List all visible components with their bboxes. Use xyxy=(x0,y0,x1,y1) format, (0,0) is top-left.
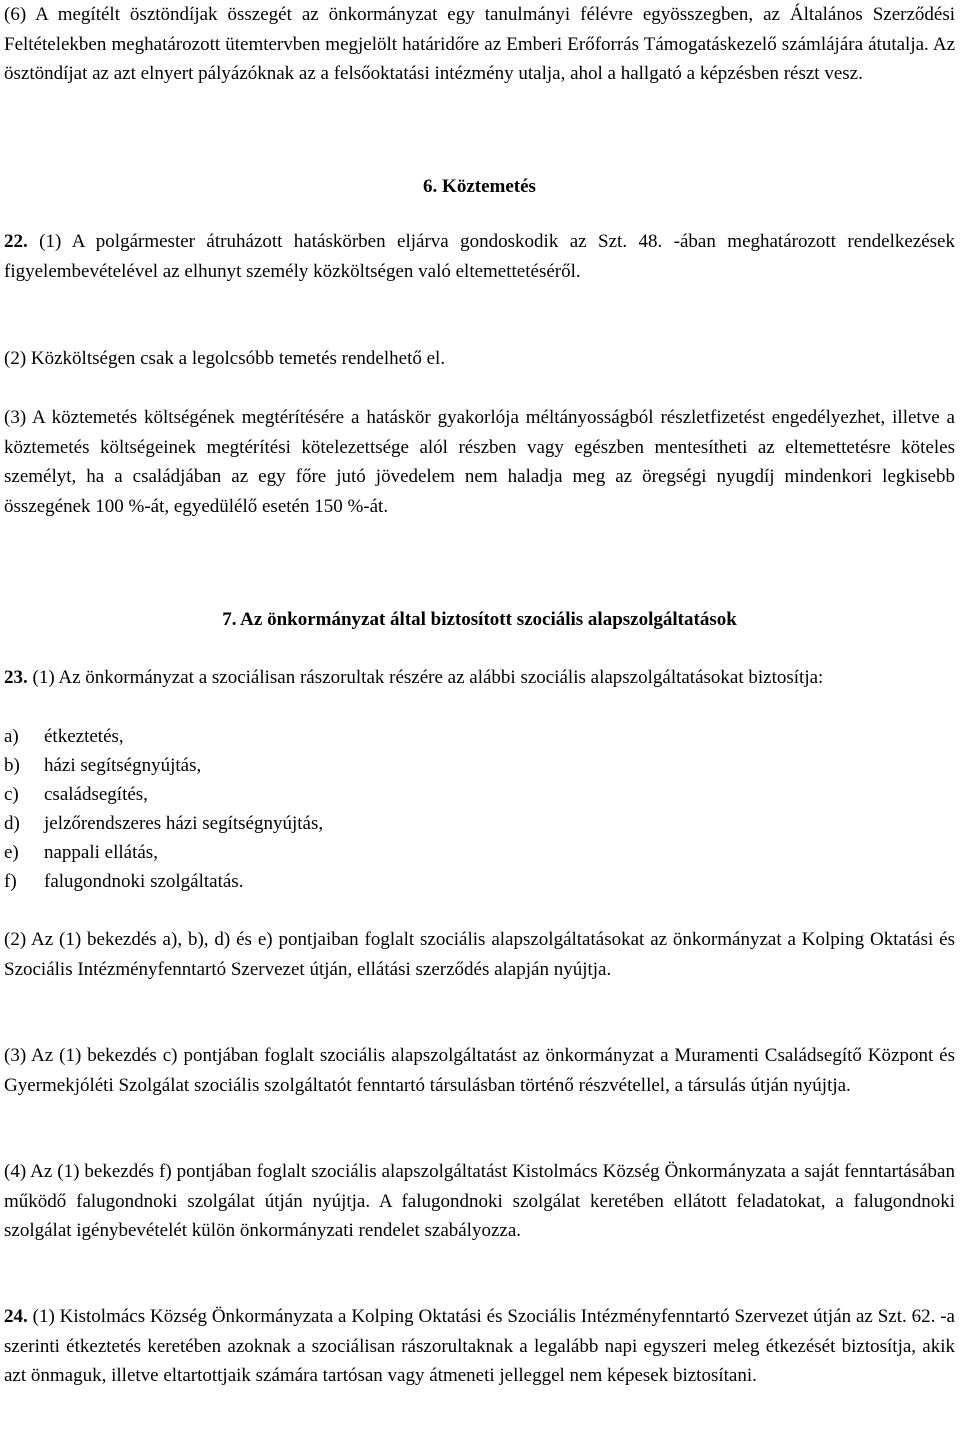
section-22-paragraph-1 xyxy=(4,227,955,286)
list-item: f) falugondnoki szolgáltatás. xyxy=(4,871,244,892)
section-7-heading: 7. Az önkormányzat által biztosított szociális alapszolgáltatások xyxy=(222,609,737,630)
intro-paragraph: (6) A megítélt ösztöndíjak összegét az önkormányzat egy tanulmányi félévre egyösszegben, az Általános Szerződési Feltételekben meghatározott ütemtervben megjelölt határidőre az Emberi Erőforrás Támogatáskezelő számlájára átutalja. Az ösztöndíjat az azt elnyert pályázóknak az a felsőoktatási intézmény utalja, ahol a hallgató a képzésben részt vesz. xyxy=(4,4,955,84)
section-24-p1-text: (1) Kistolmács Község Önkormányzata a Kolping Oktatási és Szociális Intézményfenntartó Szervezet útján az Szt. 62. -a szerinti étkeztetés keretében azoknak a szociálisan rászorultaknak a legalább napi egyszeri meleg étkezését biztosítja, akik azt önmaguk, illetve eltartottjaik számára tartósan vagy átmeneti jelleggel nem képesek biztosítani. xyxy=(4,1306,955,1386)
section-22-paragraph-3: (3) A köztemetés költségének megtérítésére a hatáskör gyakorlója méltányosságból részletfizetést engedélyezhet, illetve a köztemetés költségeinek megtérítési kötelezettsége alól részben vagy egészben mentesítheti az eltemettetésre köteles személyt, ha a családjában az egy főre jutó jövedelem nem haladja meg az öregségi nyugdíj mindenkori legkisebb összegének 100 %-át, egyedülélő esetén 150 %-át. xyxy=(4,407,955,517)
list-item: d) jelzőrendszeres házi segítségnyújtás, xyxy=(4,813,324,834)
section-23-paragraph-2: (2) Az (1) bekezdés a), b), d) és e) pontjaiban foglalt szociális alapszolgáltatásokat az önkormányzat a Kolping Oktatási és Szociális Intézményfenntartó Szervezet útján, ellátási szerződés alapján nyújtja. xyxy=(4,929,955,980)
list-item: a) étkeztetés, xyxy=(4,726,124,747)
list-item: e) nappali ellátás, xyxy=(4,842,158,863)
list-item: c) családsegítés, xyxy=(4,784,148,805)
section-23-p1-text: (1) Az önkormányzat a szociálisan rászorultak részére az alábbi szociális alapszolgáltatásokat biztosítja: xyxy=(27,667,824,688)
section-6-heading: 6. Köztemetés xyxy=(423,176,536,197)
section-23-number: 23. xyxy=(4,667,28,688)
section-23-paragraph-1 xyxy=(4,663,955,693)
section-22-p1-text: (1) A polgármester átruházott hatáskörben eljárva gondoskodik az Szt. 48. -ában meghatározott rendelkezések figyelembevételével az elhunyt személy közköltségen való eltemettetéséről. xyxy=(4,231,955,282)
section-23-paragraph-4: (4) Az (1) bekezdés f) pontjában foglalt szociális alapszolgáltatást Kistolmács Község Önkormányzata a saját fenntartásában működő falugondnoki szolgálat útján nyújtja. A falugondnoki szolgálat keretében ellátott feladatokat, a falugondnoki szolgálat igénybevételét külön önkormányzati rendelet szabályozza. xyxy=(4,1161,955,1241)
section-23-paragraph-3: (3) Az (1) bekezdés c) pontjában foglalt szociális alapszolgáltatást az önkormányzat a Muramenti Családsegítő Központ és Gyermekjóléti Szolgálat szociális szolgáltatót fenntartó társulásban történő részvétellel, a társulás útján nyújtja. xyxy=(4,1045,955,1096)
section-24-paragraph-1 xyxy=(4,1302,955,1391)
section-22-number: 22. xyxy=(4,231,28,252)
list-item: b) házi segítségnyújtás, xyxy=(4,755,202,776)
section-22-paragraph-2: (2) Közköltségen csak a legolcsóbb temetés rendelhető el. xyxy=(4,348,446,369)
section-24-number: 24. xyxy=(4,1306,28,1327)
